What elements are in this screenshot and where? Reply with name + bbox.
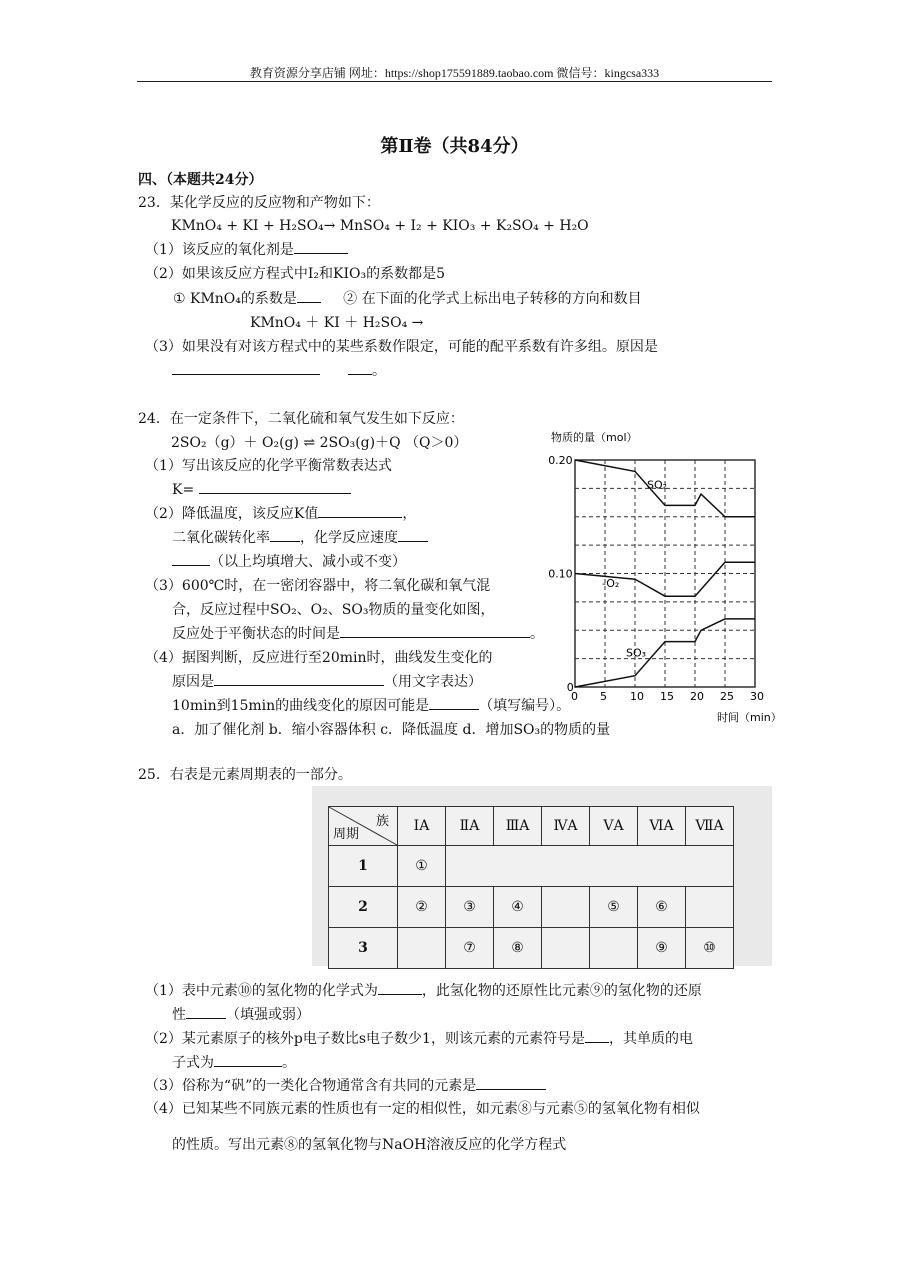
page-header: 教育资源分享店铺 网址：https://shop175591889.taobao.com 微信号：kingcsa333 [249,66,660,80]
y-tick-label: 0 [566,681,574,694]
q25-p4a: （4）已知某些不同族元素的性质也有一定的相似性，如元素⑧与元素⑤的氢氧化物有相似 [145,1101,700,1117]
y-tick-label: 0.20 [548,454,573,467]
q25-p4b: 的性质。写出元素⑧的氢氧化物与NaOH溶液反应的化学方程式 [172,1137,567,1153]
answer-blank[interactable] [172,362,320,375]
group-header: ⅢA [494,807,542,846]
period-label: 3 [329,928,398,969]
table-cell [590,928,638,969]
table-cell: ⑧ [494,928,542,969]
q25-p2c: 子式为 。 [172,1055,296,1071]
q24-p2d: （以上均填增大、减小或不变） [172,553,406,571]
table-cell: ⑨ [638,928,686,969]
q25-p1a: （1）表中元素⑩的氢化物的化学式为 ，此氢化物的还原性比元素⑨的氢化物的还原 [145,983,702,999]
q24-equation: 2SO₂（g）＋ O₂(g) ⇌ 2SO₃(g)＋Q （Q＞0） [171,435,468,451]
periodic-table [328,806,734,969]
q24-p2b: 二氧化碳转化率 ，化学反应速度 [172,529,428,547]
q24-options: a．加了催化剂 b．缩小容器体积 c．降低温度 d．增加SO₃的物质的量 [172,722,611,738]
answer-blank[interactable] [294,241,348,254]
period-label: 2 [329,887,398,928]
q24-p1k: K= [172,481,351,499]
table-cell: ① [398,846,446,887]
q23-p3: （3）如果没有对该方程式中的某些系数作限定，可能的配平系数有许多组。原因是 [145,339,658,355]
x-tick-label: 15 [660,690,674,703]
q24-p4c: 10min到15min的曲线变化的原因可能是 （填写编号）。 [172,698,571,714]
table-cell: ⑩ [686,928,734,969]
table-cell: ② [398,887,446,928]
series-label: -O₂ [602,577,620,591]
answer-blank[interactable] [585,1030,609,1043]
q23-p1: （1）该反应的氧化剂是 [145,241,348,259]
q25-p1c: 性 （填强或弱） [172,1007,310,1023]
q24-p3c: 反应处于平衡状态的时间是 。 [172,626,544,642]
group-header: ⅠA [398,807,446,846]
q23-p3-blank: 。 [172,362,386,380]
y-tick-label: 0.10 [548,567,573,581]
answer-blank[interactable] [378,982,422,995]
page-title: 第Ⅱ卷（共84分） [380,136,529,157]
answer-blank[interactable] [297,290,321,303]
group-header: ⅤA [590,807,638,846]
answer-blank[interactable] [318,505,402,518]
group-header: ⅡA [446,807,494,846]
table-cell [398,928,446,969]
q24-p4a: （4）据图判断，反应进行至20min时，曲线发生变化的 [145,650,493,666]
table-cell: ⑦ [446,928,494,969]
answer-blank[interactable] [270,529,300,542]
answer-blank[interactable] [214,1054,282,1067]
table-cell: ④ [494,887,542,928]
x-tick-label: 5 [600,690,607,703]
x-tick-label: 30 [750,690,764,703]
table-cell [686,887,734,928]
x-tick-label: 25 [720,690,734,703]
q23-equation: KMnO₄ + KI + H₂SO₄→ MnSO₄ + I₂ + KIO₃ + K₂SO₄ + H₂O [171,218,589,234]
q23-p2: （2）如果该反应方程式中I₂和KIO₃的系数都是5 [145,266,446,282]
q23-p2a: ① KMnO₄的系数是 ② 在下面的化学式上标出电子转移的方向和数目 [173,291,642,307]
group-header: ⅦA [686,807,734,846]
x-tick-label: 10 [630,690,644,703]
answer-blank[interactable] [340,625,530,638]
q23-stem: 23．某化学反应的反应物和产物如下： [138,195,380,211]
chart-ylabel: 物质的量（mol） [551,431,638,444]
q24-p3b: 合，反应过程中SO₂、O₂、SO₃物质的量变化如图， [172,602,495,618]
period-label: 1 [329,846,398,887]
answer-blank[interactable] [186,1006,226,1019]
q25-stem: 25．右表是元素周期表的一部分。 [138,767,352,783]
q24-p1: （1）写出该反应的化学平衡常数表达式 [145,458,392,474]
chart-xlabel: 时间（min） [717,711,782,724]
answer-blank[interactable] [199,481,351,494]
group-header: ⅥA [638,807,686,846]
q25-p3: （3）俗称为“矾”的一类化合物通常含有共同的元素是 [145,1077,546,1095]
table-cell [542,928,590,969]
group-header: ⅣA [542,807,590,846]
sulfur-reaction-chart [535,425,782,725]
x-tick-label: 0 [571,690,578,703]
answer-blank[interactable] [172,553,210,566]
q25-p2a: （2）某元素原子的核外p电子数比s电子数少1，则该元素的元素符号是 ，其单质的电 [145,1031,693,1047]
q24-p4b: 原因是 （用文字表达） [172,674,482,690]
answer-blank[interactable] [429,697,479,710]
periodic-table-image [312,786,772,966]
series-label: SO₂ [647,478,668,492]
answer-blank[interactable] [348,362,372,375]
answer-blank[interactable] [214,673,384,686]
q23-p2-equation: KMnO₄ ＋ KI ＋ H₂SO₄ → [250,315,424,331]
table-cell: ⑤ [590,887,638,928]
table-cell-empty [446,846,734,887]
table-cell: ⑥ [638,887,686,928]
series-label: SO₃ [626,646,647,660]
section-heading: 四、（本题共24分） [138,172,263,188]
answer-blank[interactable] [476,1077,546,1090]
q24-stem: 24．在一定条件下，二氧化硫和氧气发生如下反应： [138,411,464,427]
table-corner: 族 周期 [329,807,398,846]
answer-blank[interactable] [398,529,428,542]
q24-p2a: （2）降低温度，该反应K值 ， [145,506,417,522]
table-cell: ③ [446,887,494,928]
table-cell [542,887,590,928]
q24-p3a: （3）600℃时，在一密闭容器中，将二氧化碳和氧气混 [145,578,491,594]
header-rule [137,81,772,82]
x-tick-label: 20 [690,690,704,703]
